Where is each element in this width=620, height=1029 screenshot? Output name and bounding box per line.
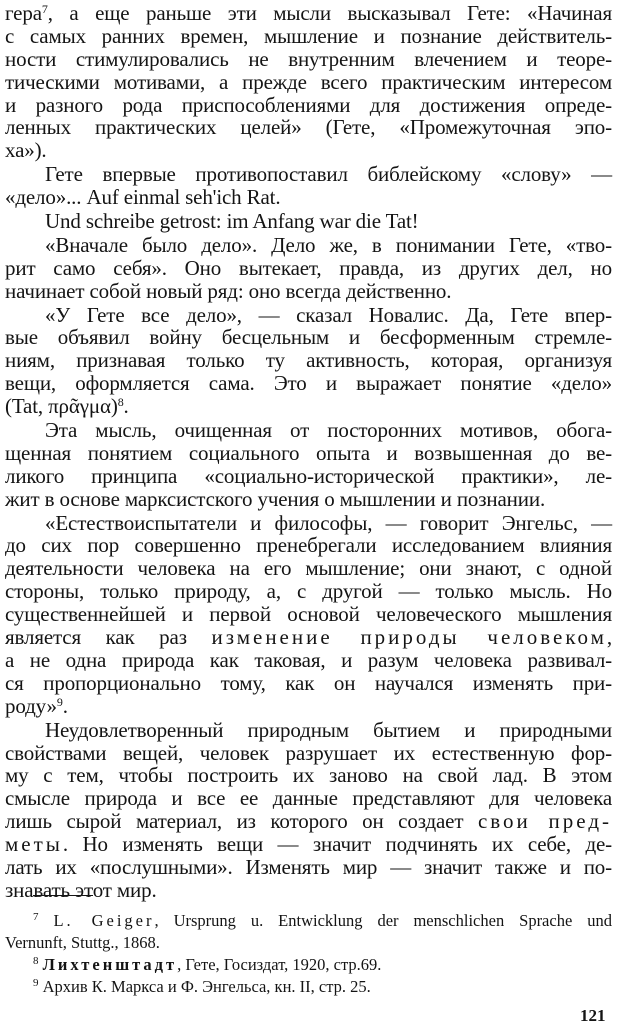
text-line: ха»). (5, 138, 47, 163)
text-line: «Естествоиспытатели и философы, — говорит Энгельс, — (45, 510, 612, 535)
text-line: с самых ранних времен, мышление и познание действитель- (5, 23, 612, 48)
paragraph-5 (5, 304, 612, 418)
footnote-8: $^8$ Лихтенштадт, Гете, Госиздат, 1920, стр.69. (33, 955, 382, 974)
text-line: ликого принципа «социально-исторической практики», ле- (5, 463, 612, 488)
paragraph-4 (5, 234, 612, 303)
text-line: и разного рода приспособлениями для достижения опреде- (5, 92, 612, 117)
text-line: ленных практических целей» (Гете, «Промежуточная эпо- (5, 115, 612, 140)
paragraph-6 (5, 419, 612, 511)
text-line: Неудовлетворенный природным бытием и природными (45, 717, 612, 742)
text-line: ся пропорционально тому, как он научался изменять при- (5, 670, 612, 695)
paragraph-7-engels-quote (5, 512, 612, 718)
text-line: лишь сырой материал, из которого он создает свои пред- (5, 809, 612, 834)
text-line: ниям, признавая только ту активность, которая, организуя (5, 348, 612, 373)
text-line: является как раз изменение природы человеком, (5, 625, 612, 650)
paragraph-1 (5, 2, 612, 162)
text-line: вые объявил войну бесцельным и бесформенным стремле- (5, 325, 612, 350)
text-line: Гете впервые противопоставил библейскому «слову» — (45, 162, 612, 187)
text-line: му с тем, чтобы построить их заново на свой лад. В этом (5, 763, 612, 788)
text-line: ности стимулировались не внутренним влечением и теоре- (5, 46, 612, 71)
footnotes (5, 910, 612, 998)
text-line: начинает собой новый ряд: оно всегда действенно. (5, 278, 452, 303)
text-line: стороны, только природу, а, с другой — только мысль. Но (5, 579, 612, 604)
footnote-7-continued: Vernunft, Stuttg., 1868. (5, 933, 160, 952)
text-line: гера$^7$, а еще раньше эти мысли высказывал Гете: «Начиная (5, 1, 612, 25)
footnote-author: L. Geiger (53, 911, 155, 930)
paragraph-3-quote (5, 210, 612, 233)
paragraph-8 (5, 719, 612, 902)
footnote-ref-8[interactable]: 8 (117, 395, 124, 410)
footnote-ref-7[interactable]: 7 (41, 2, 48, 16)
text-line: меты. Но изменять вещи — значит подчинять их себе, де- (5, 832, 612, 857)
text-line: свойствами вещей, человек разрушает их естественную фор- (5, 740, 612, 765)
text-line: Und schreibe getrost: im Anfang war die Tat! (45, 209, 419, 234)
text-line: «У Гете все дело», — сказал Новалис. Да, Гете впер- (45, 302, 612, 327)
emphasized-text: меты (5, 832, 63, 857)
text-line: смысле природа и все ее данные представляют для человека (5, 786, 612, 811)
text-line: рит само себя». Оно вытекает, правда, из других дел, но (5, 255, 612, 280)
text-line: «дело»... Auf einmal seh'ich Rat. (5, 185, 281, 210)
page-number: 121 (580, 1006, 606, 1025)
page-body (5, 2, 612, 903)
footnote-ref-9[interactable]: 9 (56, 694, 63, 709)
text-line: жит в основе марксистского учения о мышлении и познании. (5, 486, 546, 511)
footnote-9: $^9$ Архив К. Маркса и Ф. Энгельса, кн. II, стр. 25. (33, 977, 371, 996)
footnote-author: Лихтенштадт (42, 955, 178, 974)
text-line: а не одна природа как таковая, и разум человека развивал- (5, 647, 612, 672)
text-line: «Вначале было дело». Дело же, в понимании Гете, «тво- (45, 232, 612, 257)
emphasized-text: изменение природы человеком (211, 625, 607, 650)
text-line: лать их «послушными». Изменять мир — значит также и по- (5, 854, 612, 879)
footnote-7: $^7$ L. Geiger, Ursprung u. Entwicklung der menschlichen Sprache und (33, 911, 612, 930)
text-line: существеннейшей и первой основой человеческого мышления (5, 602, 612, 627)
text-line: деятельности человека на его мышление; они знают, с одной (5, 556, 612, 581)
text-line: роду»$^9$. (5, 693, 68, 718)
text-line: тическими мотивами, а прежде всего практическим интересом (5, 69, 612, 94)
emphasized-text: свои пред- (477, 809, 612, 834)
text-line: знавать этот мир. (5, 877, 157, 902)
text-line: до сих пор совершенно пренебрегали исследованием влияния (5, 533, 612, 558)
text-line: вещи, оформляется сама. Это и выражает понятие «дело» (5, 371, 612, 396)
footnote-divider (33, 895, 93, 896)
paragraph-2 (5, 163, 612, 209)
text-line: (Tat, πρᾶγμα)$^8$. (5, 394, 129, 419)
text-line: Эта мысль, очищенная от посторонних мотивов, обога- (45, 418, 612, 443)
text-line: щенная понятием социального опыта и возвышенная до ве- (5, 440, 612, 465)
